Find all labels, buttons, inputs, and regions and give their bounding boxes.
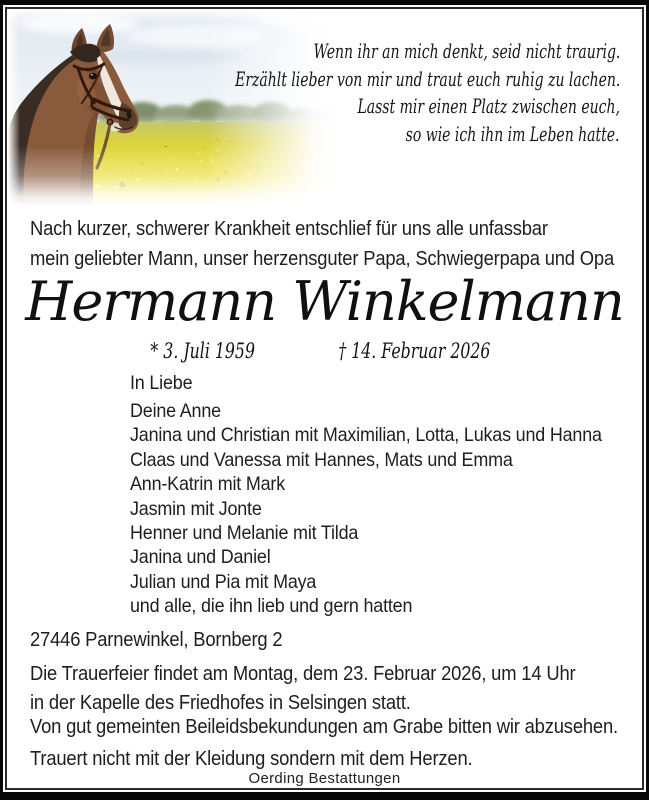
- mourners-heading: In Liebe: [130, 372, 193, 394]
- mourner-line: Janina und Christian mit Maximilian, Lotta, Lukas und Hanna: [130, 424, 602, 447]
- address-line: 27446 Parnewinkel, Bornberg 2: [30, 629, 283, 651]
- mourner-line: Ann-Katrin mit Mark: [130, 473, 286, 496]
- service-line: Die Trauerfeier findet am Montag, dem 23. Februar 2026, um 14 Uhr: [30, 663, 576, 685]
- poem-line: Wenn ihr an mich denkt, seid nicht traurig.: [313, 39, 620, 63]
- service-line: in der Kapelle des Friedhofes in Selsingen statt.: [30, 691, 411, 714]
- poem-line: Erzählt lieber von mir und traut euch ruhig zu lachen.: [234, 66, 620, 91]
- intro-line: mein geliebter Mann, unser herzensguter Papa, Schwiegerpapa und Opa: [30, 247, 615, 270]
- mourner-line: Henner und Melanie mit Tilda: [130, 522, 359, 545]
- mourner-line: Janina und Daniel: [130, 546, 271, 569]
- memorial-poem: [70, 38, 620, 148]
- mourners-list: [130, 399, 602, 619]
- intro-line: Nach kurzer, schwerer Krankheit entschlief für uns alle unfassbar: [30, 218, 548, 240]
- mourner-line: Julian und Pia mit Maya: [130, 570, 317, 593]
- life-dates: [3, 339, 646, 363]
- notice-sheet: [3, 5, 646, 792]
- mourner-line: Deine Anne: [130, 400, 221, 422]
- mourner-line: Claas und Vanessa mit Hannes, Mats und Emma: [130, 448, 513, 471]
- condolence-note: Von gut gemeinten Beileidsbekundungen am Grabe bitten wir abzusehen.: [30, 716, 618, 738]
- mourner-line: Jasmin mit Jonte: [130, 497, 262, 520]
- birth-date: * 3. Juli 1959: [150, 339, 256, 363]
- deceased-name: Hermann Winkelmann: [25, 270, 624, 333]
- funeral-home-name: Oerding Bestattungen: [248, 770, 401, 787]
- poem-line: so wie ich ihn im Leben hatte.: [406, 121, 620, 146]
- mourner-line: und alle, die ihn lieb und gern hatten: [130, 595, 413, 618]
- death-date: † 14. Februar 2026: [338, 339, 491, 363]
- closing-note: Trauert nicht mit der Kleidung sondern mit dem Herzen.: [30, 748, 473, 770]
- poem-line: Lasst mir einen Platz zwischen euch,: [357, 94, 620, 118]
- service-info: [30, 660, 575, 717]
- intro-text: [30, 215, 614, 274]
